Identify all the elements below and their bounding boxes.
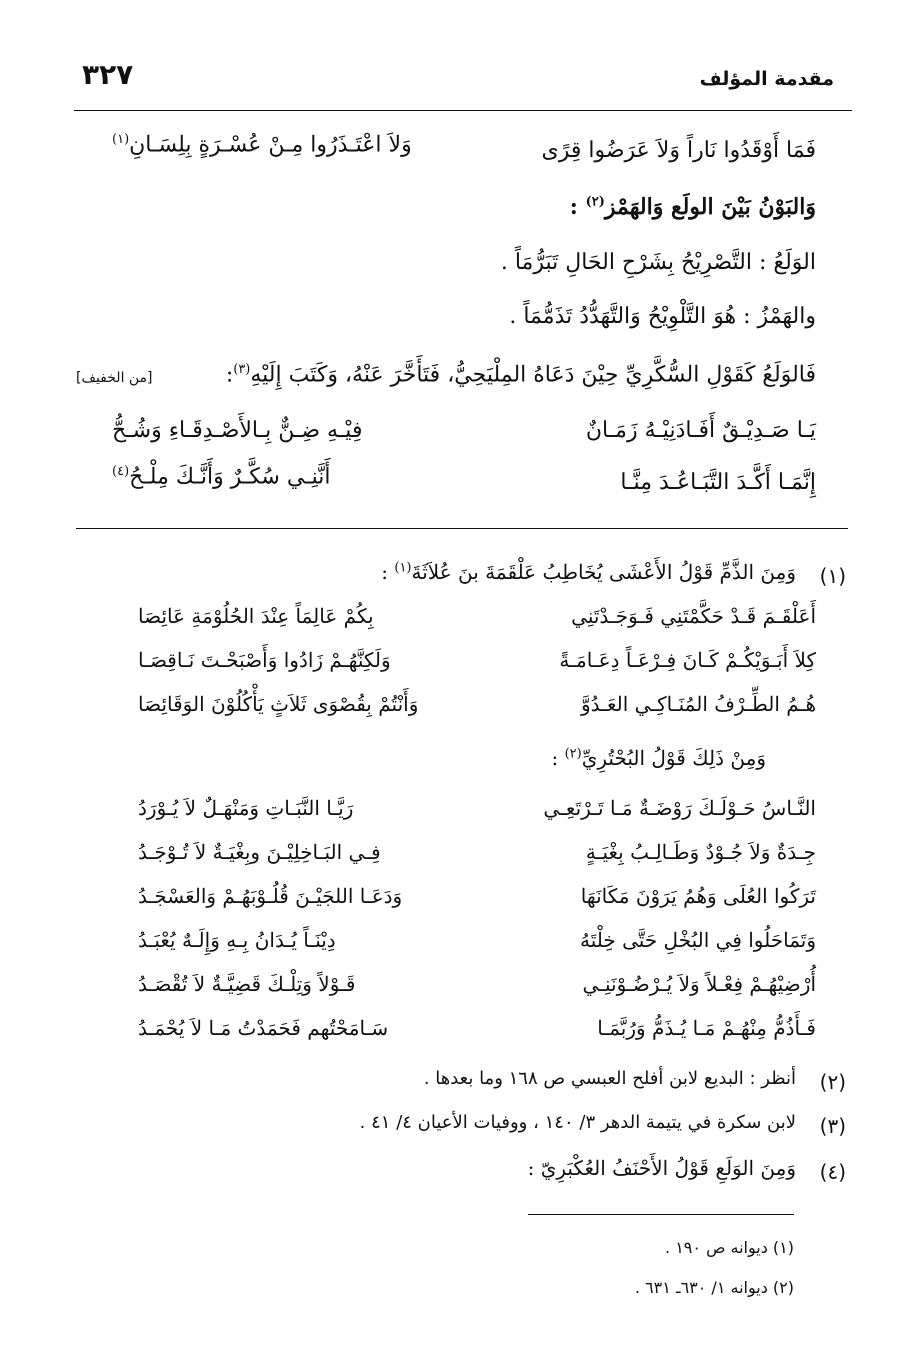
footnote-1-verse-1-right: أَعَلْقَـمَ قَـدْ حَكَّمْتَنِي فَـوَجَـدْتَنِي <box>571 604 816 628</box>
footnote-4-text: وَمِنَ الوَلَعِ قَوْلُ الأَحْنَفُ العُكْبَرِيّ : <box>527 1156 796 1180</box>
note-ref-3: (٣) <box>233 362 251 377</box>
note-ref-1: (١) <box>112 132 130 147</box>
footnote-1-marker: (١) <box>819 564 846 588</box>
definition-wala: الوَلَعُ : التَّصْرِيْحُ بِشَرْحِ الحَالِ تَبَرُّمَاً . <box>500 250 816 275</box>
subnote-1: (١) ديوانه ص ١٩٠ . <box>665 1238 794 1257</box>
verse-1-hemistich-right: فَمَا أَوْقَدُوا نَاراً وَلاَ عَرَضُوا قِرًى <box>541 138 816 163</box>
footnote-1-intro-text: وَمِنَ الذَّمِّ قَوْلُ الأَعْشَى يُخَاطِبُ عَلْقَمَةَ بنَ عُلاَثَةَ <box>411 560 796 584</box>
verse-3-hemistich-right: إِنَّمَـا أَكَّـدَ التَّبَـاعُـدَ مِنَّـا <box>620 470 816 495</box>
verse-3-hemistich-left <box>112 464 331 489</box>
footnote-1-intro-ref: (١) <box>394 560 412 576</box>
footnote-1-verse-2-left: وَلَكِنَّهُـمْ زَادُوا وَأَصْبَحْـتَ نَـاقِصَـا <box>138 648 391 672</box>
example-intro <box>226 362 816 387</box>
heading-text: وَالبَوْنُ بَيْنَ الولَع وَالهَمْز <box>604 194 816 220</box>
footnote-1-verse2-6-left: سَـامَحْتُهم فَحَمَدْتُ مَـا لاَ يُحْمَـدُ <box>138 1016 389 1040</box>
footnote-1-verse2-2-left: فِـي البَـاخِلِيْـنَ وبِغْيَـةٌ لاَ تُـوْجَـدُ <box>138 840 381 864</box>
verse-2-hemistich-right: يَـا صَـدِيْـقٌ أَفَـادَنِيْـهُ زَمَـانٌ <box>585 418 816 443</box>
section-heading <box>570 194 816 220</box>
footnote-1-intro <box>381 560 796 584</box>
footnote-1-intro-2-ref: (٢) <box>564 746 582 762</box>
footnote-1-verse2-4-left: دِيْنَـاً يُـدَانُ بِـهِ وَإِلَـهٌ يُعْبَـدُ <box>138 928 336 952</box>
header-rule <box>74 110 852 111</box>
running-header-title: مقدمة المؤلف <box>699 68 834 90</box>
footnote-1-verse2-4-right: وَتَمَاحَلُوا فِي البُخْلِ حَتَّى خِلْتَهُ <box>580 928 816 952</box>
example-text: فَالوَلَعُ كَقَوْلِ السُّكَّرِيِّ حِيْنَ دَعَاهُ المِلْيَحِيُّ، فَتَأَخَّرَ عَنْهُ، وَكَتَبَ إِلَيْهِ <box>250 362 816 388</box>
footnote-1-verse2-1-right: النَّـاسُ حَـوْلَـكَ رَوْضَـةٌ مَـا تَـرْتَعِـي <box>543 796 816 820</box>
footnote-1-verse2-6-right: فَـأَذُمُّ مِنْهُـمْ مَـا يُـذَمُّ وَرُبَّمَـا <box>597 1016 816 1040</box>
footnote-rule <box>76 528 848 529</box>
footnote-1-intro-2 <box>551 746 766 770</box>
footnote-1-verse2-2-right: جِـدَةٌ وَلاَ جُـوْدٌ وَطَـالِـبُ بِغْيَـةٍ <box>585 840 816 864</box>
footnote-1-verse2-5-left: قَـوْلاً وَتِلْـكَ قَضِيَّـةٌ لاَ تُقْصَـدُ <box>138 972 356 996</box>
footnote-3-marker: (٣) <box>819 1114 846 1138</box>
note-ref-4: (٤) <box>112 464 130 479</box>
heading-suffix: : <box>569 194 586 220</box>
footnote-1-verse2-3-right: تَرَكُوا العُلَى وَهُمُ يَرَوْنَ مَكَانَهَا <box>580 884 816 908</box>
footnote-4-marker: (٤) <box>819 1160 846 1184</box>
footnote-3-text: لابن سكرة في يتيمة الدهر ٣/ ١٤٠ ، ووفيات الأعيان ٤/ ٤١ . <box>359 1112 796 1133</box>
example-suffix: : <box>225 362 234 388</box>
subnote-rule <box>528 1214 794 1215</box>
page-number: ٣٢٧ <box>82 58 134 91</box>
definition-hamz: والهَمْزُ : هُوَ التَّلْوِيْحُ وَالتَّهَدُّدُ تَذَمُّمَاً . <box>509 304 816 329</box>
footnote-1-intro-2-suffix: : <box>551 746 565 770</box>
footnote-1-verse2-1-left: رَيَّـا النَّبَـاتِ وَمَنْهَـلٌ لاَ يُـوْرَدُ <box>138 796 354 820</box>
footnote-1-verse-3-left: وَأَنْتُمْ بِقُصْوَى ثَلاَثٍ يَأْكُلُوْنَ الوَقَائِصَا <box>138 692 419 716</box>
subnote-2: (٢) ديوانه ١/ ٦٣٠ـ ٦٣١ . <box>634 1278 794 1297</box>
verse-2-hemistich-left: فِيْـهِ ضِـنٌّ بِـالأَصْـدِقَـاءِ وَشُـحُّ <box>112 418 363 443</box>
footnote-1-intro-suffix: : <box>381 560 395 584</box>
footnote-2-text: أنظر : البديع لابن أفلح العبسي ص ١٦٨ وما بعدها . <box>423 1068 796 1089</box>
meter-label: [من الخفيف] <box>76 370 153 386</box>
footnote-1-verse-3-right: هُـمُ الطِّـرْفُ المُنَـاكِـي العَـدُوَّ <box>580 692 816 716</box>
footnote-1-intro-2-text: وَمِنْ ذَلِكَ قَوْلُ البُحْتُرِيِّ <box>581 746 766 770</box>
verse-1-hemistich-left <box>112 132 412 157</box>
footnote-1-verse2-5-right: أُرْضِيْهُـمْ فِعْـلاً وَلاَ يُـرْضُـوْنَنِـي <box>582 972 816 996</box>
verse-1-left-text: وَلاَ اعْتَـذَرُوا مِـنْ عُسْـرَةٍ بِلِسَـانِ <box>129 132 412 158</box>
footnote-1-verse2-3-left: وَدَعَـا اللجَيْـنَ قُلُـوْبَهُـمْ وَالعَسْجَـدُ <box>138 884 403 908</box>
footnote-1-verse-2-right: كِلاَ أَبَـوَيْكُـمْ كَـانَ فِـرْعَـاً دِعَـامَـةً <box>559 648 816 672</box>
footnote-1-verse-1-left: بِكُمْ عَالِمَاً عِنْدَ الحُلُوْمَةِ عَائِصَا <box>138 604 374 628</box>
footnote-2-marker: (٢) <box>819 1070 846 1094</box>
note-ref-2: (٢) <box>585 194 605 210</box>
verse-3-left-text: أَنَّنِـي سُكَّـرٌ وَأَنَّـكَ مِلْـحُ <box>129 464 331 490</box>
